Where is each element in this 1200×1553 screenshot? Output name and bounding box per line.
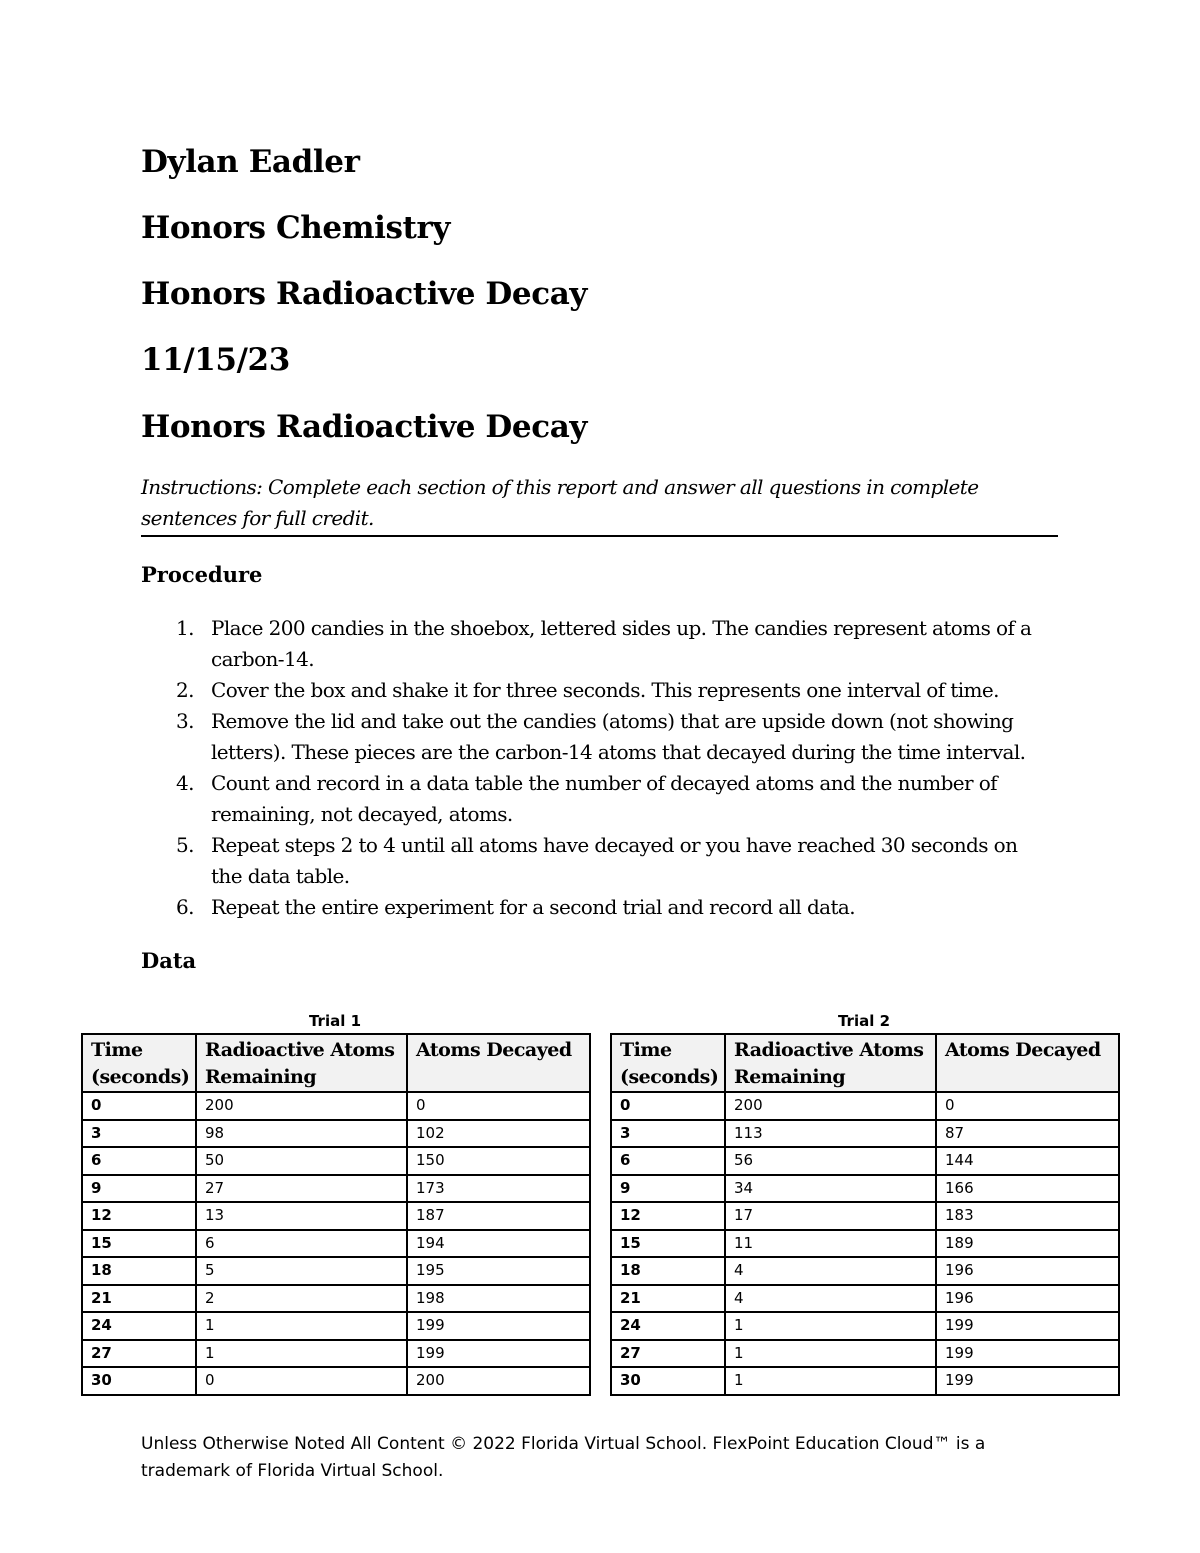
step-number: 4. bbox=[176, 771, 194, 795]
cell-atoms-decayed: 199 bbox=[936, 1340, 1119, 1368]
cell-time: 24 bbox=[82, 1312, 196, 1340]
table-row bbox=[82, 1120, 590, 1148]
table-row bbox=[82, 1312, 590, 1340]
procedure-step bbox=[141, 892, 1041, 923]
procedure-list bbox=[141, 613, 1041, 923]
cell-atoms-decayed: 187 bbox=[407, 1202, 590, 1230]
column-header-time: Time (seconds) bbox=[611, 1034, 725, 1092]
column-header-remaining: Radioactive Atoms Remaining bbox=[196, 1034, 407, 1092]
cell-atoms-decayed: 194 bbox=[407, 1230, 590, 1258]
table-row bbox=[82, 1285, 590, 1313]
cell-atoms-remaining: 27 bbox=[196, 1175, 407, 1203]
step-text: Remove the lid and take out the candies (atoms) that are upside down (not showing letters). These pieces are the carbon-14 atoms that decayed during the time interval. bbox=[211, 709, 1026, 764]
procedure-step bbox=[141, 768, 1041, 830]
cell-time: 30 bbox=[611, 1367, 725, 1395]
cell-time: 27 bbox=[82, 1340, 196, 1368]
course-name: Honors Chemistry bbox=[141, 210, 450, 246]
cell-time: 18 bbox=[82, 1257, 196, 1285]
trial-1-table bbox=[81, 1033, 591, 1396]
cell-atoms-remaining: 2 bbox=[196, 1285, 407, 1313]
copyright-footer: Unless Otherwise Noted All Content © 2022 Florida Virtual School. FlexPoint Education Cloud™ is a trademark of Florida Virtual School. bbox=[141, 1434, 986, 1481]
table-row bbox=[82, 1367, 590, 1395]
instructions-text: Instructions: Complete each section of this report and answer all questions in complete sentences for full credit. bbox=[141, 475, 979, 530]
table-row bbox=[611, 1312, 1119, 1340]
cell-atoms-remaining: 1 bbox=[196, 1340, 407, 1368]
cell-time: 0 bbox=[611, 1092, 725, 1120]
report-title: Honors Radioactive Decay bbox=[141, 409, 588, 445]
table-row bbox=[82, 1175, 590, 1203]
table-row bbox=[82, 1340, 590, 1368]
cell-time: 0 bbox=[82, 1092, 196, 1120]
cell-atoms-decayed: 189 bbox=[936, 1230, 1119, 1258]
cell-atoms-decayed: 198 bbox=[407, 1285, 590, 1313]
cell-atoms-remaining: 50 bbox=[196, 1147, 407, 1175]
cell-atoms-decayed: 150 bbox=[407, 1147, 590, 1175]
column-header-time: Time (seconds) bbox=[82, 1034, 196, 1092]
cell-atoms-remaining: 4 bbox=[725, 1257, 936, 1285]
cell-atoms-decayed: 200 bbox=[407, 1367, 590, 1395]
cell-time: 6 bbox=[611, 1147, 725, 1175]
cell-time: 9 bbox=[611, 1175, 725, 1203]
cell-atoms-remaining: 6 bbox=[196, 1230, 407, 1258]
cell-atoms-decayed: 166 bbox=[936, 1175, 1119, 1203]
cell-atoms-remaining: 5 bbox=[196, 1257, 407, 1285]
cell-time: 6 bbox=[82, 1147, 196, 1175]
table-row bbox=[82, 1230, 590, 1258]
cell-atoms-decayed: 102 bbox=[407, 1120, 590, 1148]
cell-time: 24 bbox=[611, 1312, 725, 1340]
cell-atoms-remaining: 200 bbox=[196, 1092, 407, 1120]
column-header-decayed: Atoms Decayed bbox=[936, 1034, 1119, 1092]
cell-atoms-decayed: 183 bbox=[936, 1202, 1119, 1230]
table-row bbox=[611, 1175, 1119, 1203]
table-row bbox=[82, 1092, 590, 1120]
procedure-step bbox=[141, 675, 1041, 706]
cell-atoms-remaining: 17 bbox=[725, 1202, 936, 1230]
table-row bbox=[82, 1257, 590, 1285]
cell-atoms-decayed: 199 bbox=[407, 1312, 590, 1340]
cell-time: 12 bbox=[611, 1202, 725, 1230]
table-row bbox=[611, 1230, 1119, 1258]
table-row bbox=[82, 1202, 590, 1230]
step-number: 6. bbox=[176, 895, 194, 919]
cell-atoms-remaining: 1 bbox=[725, 1312, 936, 1340]
cell-time: 9 bbox=[82, 1175, 196, 1203]
trial-2-title: Trial 2 bbox=[837, 1012, 891, 1030]
cell-time: 21 bbox=[82, 1285, 196, 1313]
procedure-step bbox=[141, 613, 1041, 675]
step-text: Repeat steps 2 to 4 until all atoms have decayed or you have reached 30 seconds on the data table. bbox=[211, 833, 1018, 888]
step-number: 5. bbox=[176, 833, 194, 857]
cell-atoms-decayed: 144 bbox=[936, 1147, 1119, 1175]
cell-atoms-remaining: 4 bbox=[725, 1285, 936, 1313]
procedure-step bbox=[141, 830, 1041, 892]
step-text: Place 200 candies in the shoebox, lettered sides up. The candies represent atoms of a carbon-14. bbox=[211, 616, 1032, 671]
trial-1-body bbox=[82, 1092, 590, 1395]
cell-atoms-remaining: 1 bbox=[196, 1312, 407, 1340]
cell-time: 3 bbox=[82, 1120, 196, 1148]
assignment-name: Honors Radioactive Decay bbox=[141, 276, 588, 312]
step-text: Repeat the entire experiment for a second trial and record all data. bbox=[211, 895, 855, 919]
data-heading: Data bbox=[141, 948, 197, 973]
procedure-step bbox=[141, 706, 1041, 768]
cell-atoms-decayed: 199 bbox=[936, 1367, 1119, 1395]
procedure-heading: Procedure bbox=[141, 562, 263, 587]
trial-2-body bbox=[611, 1092, 1119, 1395]
table-row bbox=[611, 1202, 1119, 1230]
step-number: 3. bbox=[176, 709, 194, 733]
cell-atoms-decayed: 0 bbox=[407, 1092, 590, 1120]
step-text: Cover the box and shake it for three seconds. This represents one interval of time. bbox=[211, 678, 999, 702]
trial-2-table bbox=[610, 1033, 1120, 1396]
table-row bbox=[611, 1285, 1119, 1313]
table-row bbox=[82, 1147, 590, 1175]
table-row bbox=[611, 1147, 1119, 1175]
cell-time: 21 bbox=[611, 1285, 725, 1313]
cell-atoms-remaining: 34 bbox=[725, 1175, 936, 1203]
cell-atoms-remaining: 1 bbox=[725, 1367, 936, 1395]
cell-atoms-remaining: 98 bbox=[196, 1120, 407, 1148]
table-row bbox=[611, 1340, 1119, 1368]
cell-time: 15 bbox=[611, 1230, 725, 1258]
step-number: 1. bbox=[176, 616, 194, 640]
section-divider bbox=[141, 535, 1058, 537]
cell-time: 12 bbox=[82, 1202, 196, 1230]
cell-atoms-remaining: 1 bbox=[725, 1340, 936, 1368]
cell-atoms-decayed: 196 bbox=[936, 1257, 1119, 1285]
cell-atoms-remaining: 13 bbox=[196, 1202, 407, 1230]
report-date: 11/15/23 bbox=[141, 342, 290, 378]
table-header-row bbox=[82, 1034, 590, 1092]
cell-atoms-remaining: 11 bbox=[725, 1230, 936, 1258]
cell-time: 15 bbox=[82, 1230, 196, 1258]
cell-atoms-remaining: 113 bbox=[725, 1120, 936, 1148]
cell-time: 30 bbox=[82, 1367, 196, 1395]
student-name: Dylan Eadler bbox=[141, 144, 360, 180]
cell-atoms-decayed: 199 bbox=[936, 1312, 1119, 1340]
step-text: Count and record in a data table the number of decayed atoms and the number of remaining, not decayed, atoms. bbox=[211, 771, 997, 826]
cell-time: 3 bbox=[611, 1120, 725, 1148]
column-header-decayed: Atoms Decayed bbox=[407, 1034, 590, 1092]
step-number: 2. bbox=[176, 678, 194, 702]
cell-atoms-decayed: 195 bbox=[407, 1257, 590, 1285]
cell-atoms-decayed: 199 bbox=[407, 1340, 590, 1368]
table-row bbox=[611, 1257, 1119, 1285]
cell-time: 27 bbox=[611, 1340, 725, 1368]
cell-atoms-decayed: 0 bbox=[936, 1092, 1119, 1120]
cell-atoms-remaining: 0 bbox=[196, 1367, 407, 1395]
cell-atoms-decayed: 87 bbox=[936, 1120, 1119, 1148]
table-row bbox=[611, 1092, 1119, 1120]
table-row bbox=[611, 1120, 1119, 1148]
column-header-remaining: Radioactive Atoms Remaining bbox=[725, 1034, 936, 1092]
trial-1-title: Trial 1 bbox=[308, 1012, 362, 1030]
cell-atoms-remaining: 56 bbox=[725, 1147, 936, 1175]
table-row bbox=[611, 1367, 1119, 1395]
cell-atoms-remaining: 200 bbox=[725, 1092, 936, 1120]
cell-atoms-decayed: 196 bbox=[936, 1285, 1119, 1313]
cell-atoms-decayed: 173 bbox=[407, 1175, 590, 1203]
cell-time: 18 bbox=[611, 1257, 725, 1285]
table-header-row bbox=[611, 1034, 1119, 1092]
